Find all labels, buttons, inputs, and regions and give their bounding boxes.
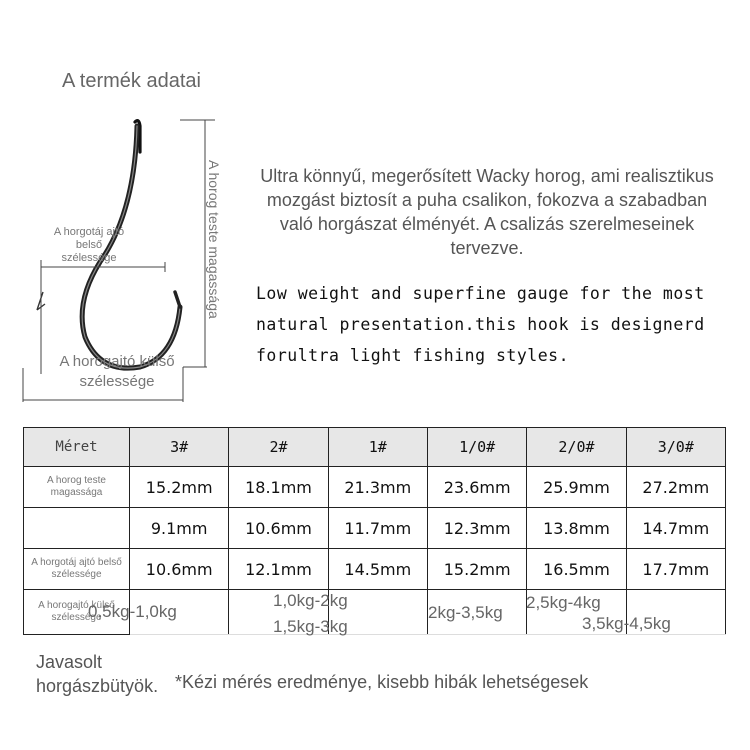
description-english-line-1: Low weight and superfine gauge for the most — [256, 284, 705, 303]
table-cell: 17.7mm — [626, 549, 725, 590]
description-english — [256, 278, 736, 371]
size-header-label: Méret — [24, 428, 130, 467]
description-english-line-2: natural presentation.this hook is designerd — [256, 315, 705, 334]
table-cell: 21.3mm — [328, 467, 427, 508]
table-header-row — [24, 428, 726, 467]
size-header: 1# — [328, 428, 427, 467]
description-hungarian: Ultra könnyű, megerősített Wacky horog, ami realisztikus mozgást biztosít a puha csalikon, fokozva a szabadban való horgászat élményét. A csalizás szerelmeseinek tervezve. — [260, 166, 714, 258]
table-cell: 11.7mm — [328, 508, 427, 549]
table-cell: 18.1mm — [229, 467, 328, 508]
load-rating: 1,5kg-3kg — [273, 617, 348, 636]
inner-width-label: A horgotáj ajtó belső szélessége — [53, 226, 125, 264]
table-row — [24, 467, 726, 508]
outer-width-label: A horogajtó külső szélessége — [59, 353, 175, 390]
load-rating: 1,0kg-2kg — [273, 591, 348, 610]
row-label: A horgotáj ajtó belső szélessége — [24, 549, 130, 590]
body-height-label: A horog teste magassága — [206, 160, 222, 319]
footnote: *Kézi mérés eredménye, kisebb hibák lehetségesek — [175, 672, 589, 692]
table-cell: 10.6mm — [229, 508, 328, 549]
size-header: 1/0# — [427, 428, 526, 467]
table-cell: 14.5mm — [328, 549, 427, 590]
table-cell: 12.3mm — [427, 508, 526, 549]
table-cell: 16.5mm — [527, 549, 626, 590]
load-rating: 0,5kg-1,0kg — [88, 602, 177, 621]
table-cell: 15.2mm — [427, 549, 526, 590]
load-rating: 3,5kg-4,5kg — [582, 614, 671, 633]
description-english-line-3: forultra light fishing styles. — [256, 346, 570, 365]
table-row — [24, 508, 726, 549]
size-header: 2# — [229, 428, 328, 467]
table-row — [24, 549, 726, 590]
table-cell: 15.2mm — [130, 467, 229, 508]
load-rating: 2,5kg-4kg — [526, 593, 601, 612]
table-cell: 23.6mm — [427, 467, 526, 508]
table-cell: 12.1mm — [229, 549, 328, 590]
table-cell: 27.2mm — [626, 467, 725, 508]
table-cell: 25.9mm — [527, 467, 626, 508]
row-label: A horogajtó külső szélessége — [24, 590, 130, 635]
size-header: 3/0# — [626, 428, 725, 467]
table-cell: 14.7mm — [626, 508, 725, 549]
page-title: A termék adatai — [62, 70, 201, 92]
table-cell: 13.8mm — [527, 508, 626, 549]
recommended-label: Javasolt horgászbütyök. — [36, 652, 159, 696]
size-header: 3# — [130, 428, 229, 467]
table-cell: 9.1mm — [130, 508, 229, 549]
row-label — [24, 508, 130, 549]
table-cell: 10.6mm — [130, 549, 229, 590]
body-height-label-wrap — [200, 160, 244, 370]
load-rating: 2kg-3,5kg — [428, 603, 503, 622]
row-label: A horog teste magassága — [24, 467, 130, 508]
size-header: 2/0# — [527, 428, 626, 467]
